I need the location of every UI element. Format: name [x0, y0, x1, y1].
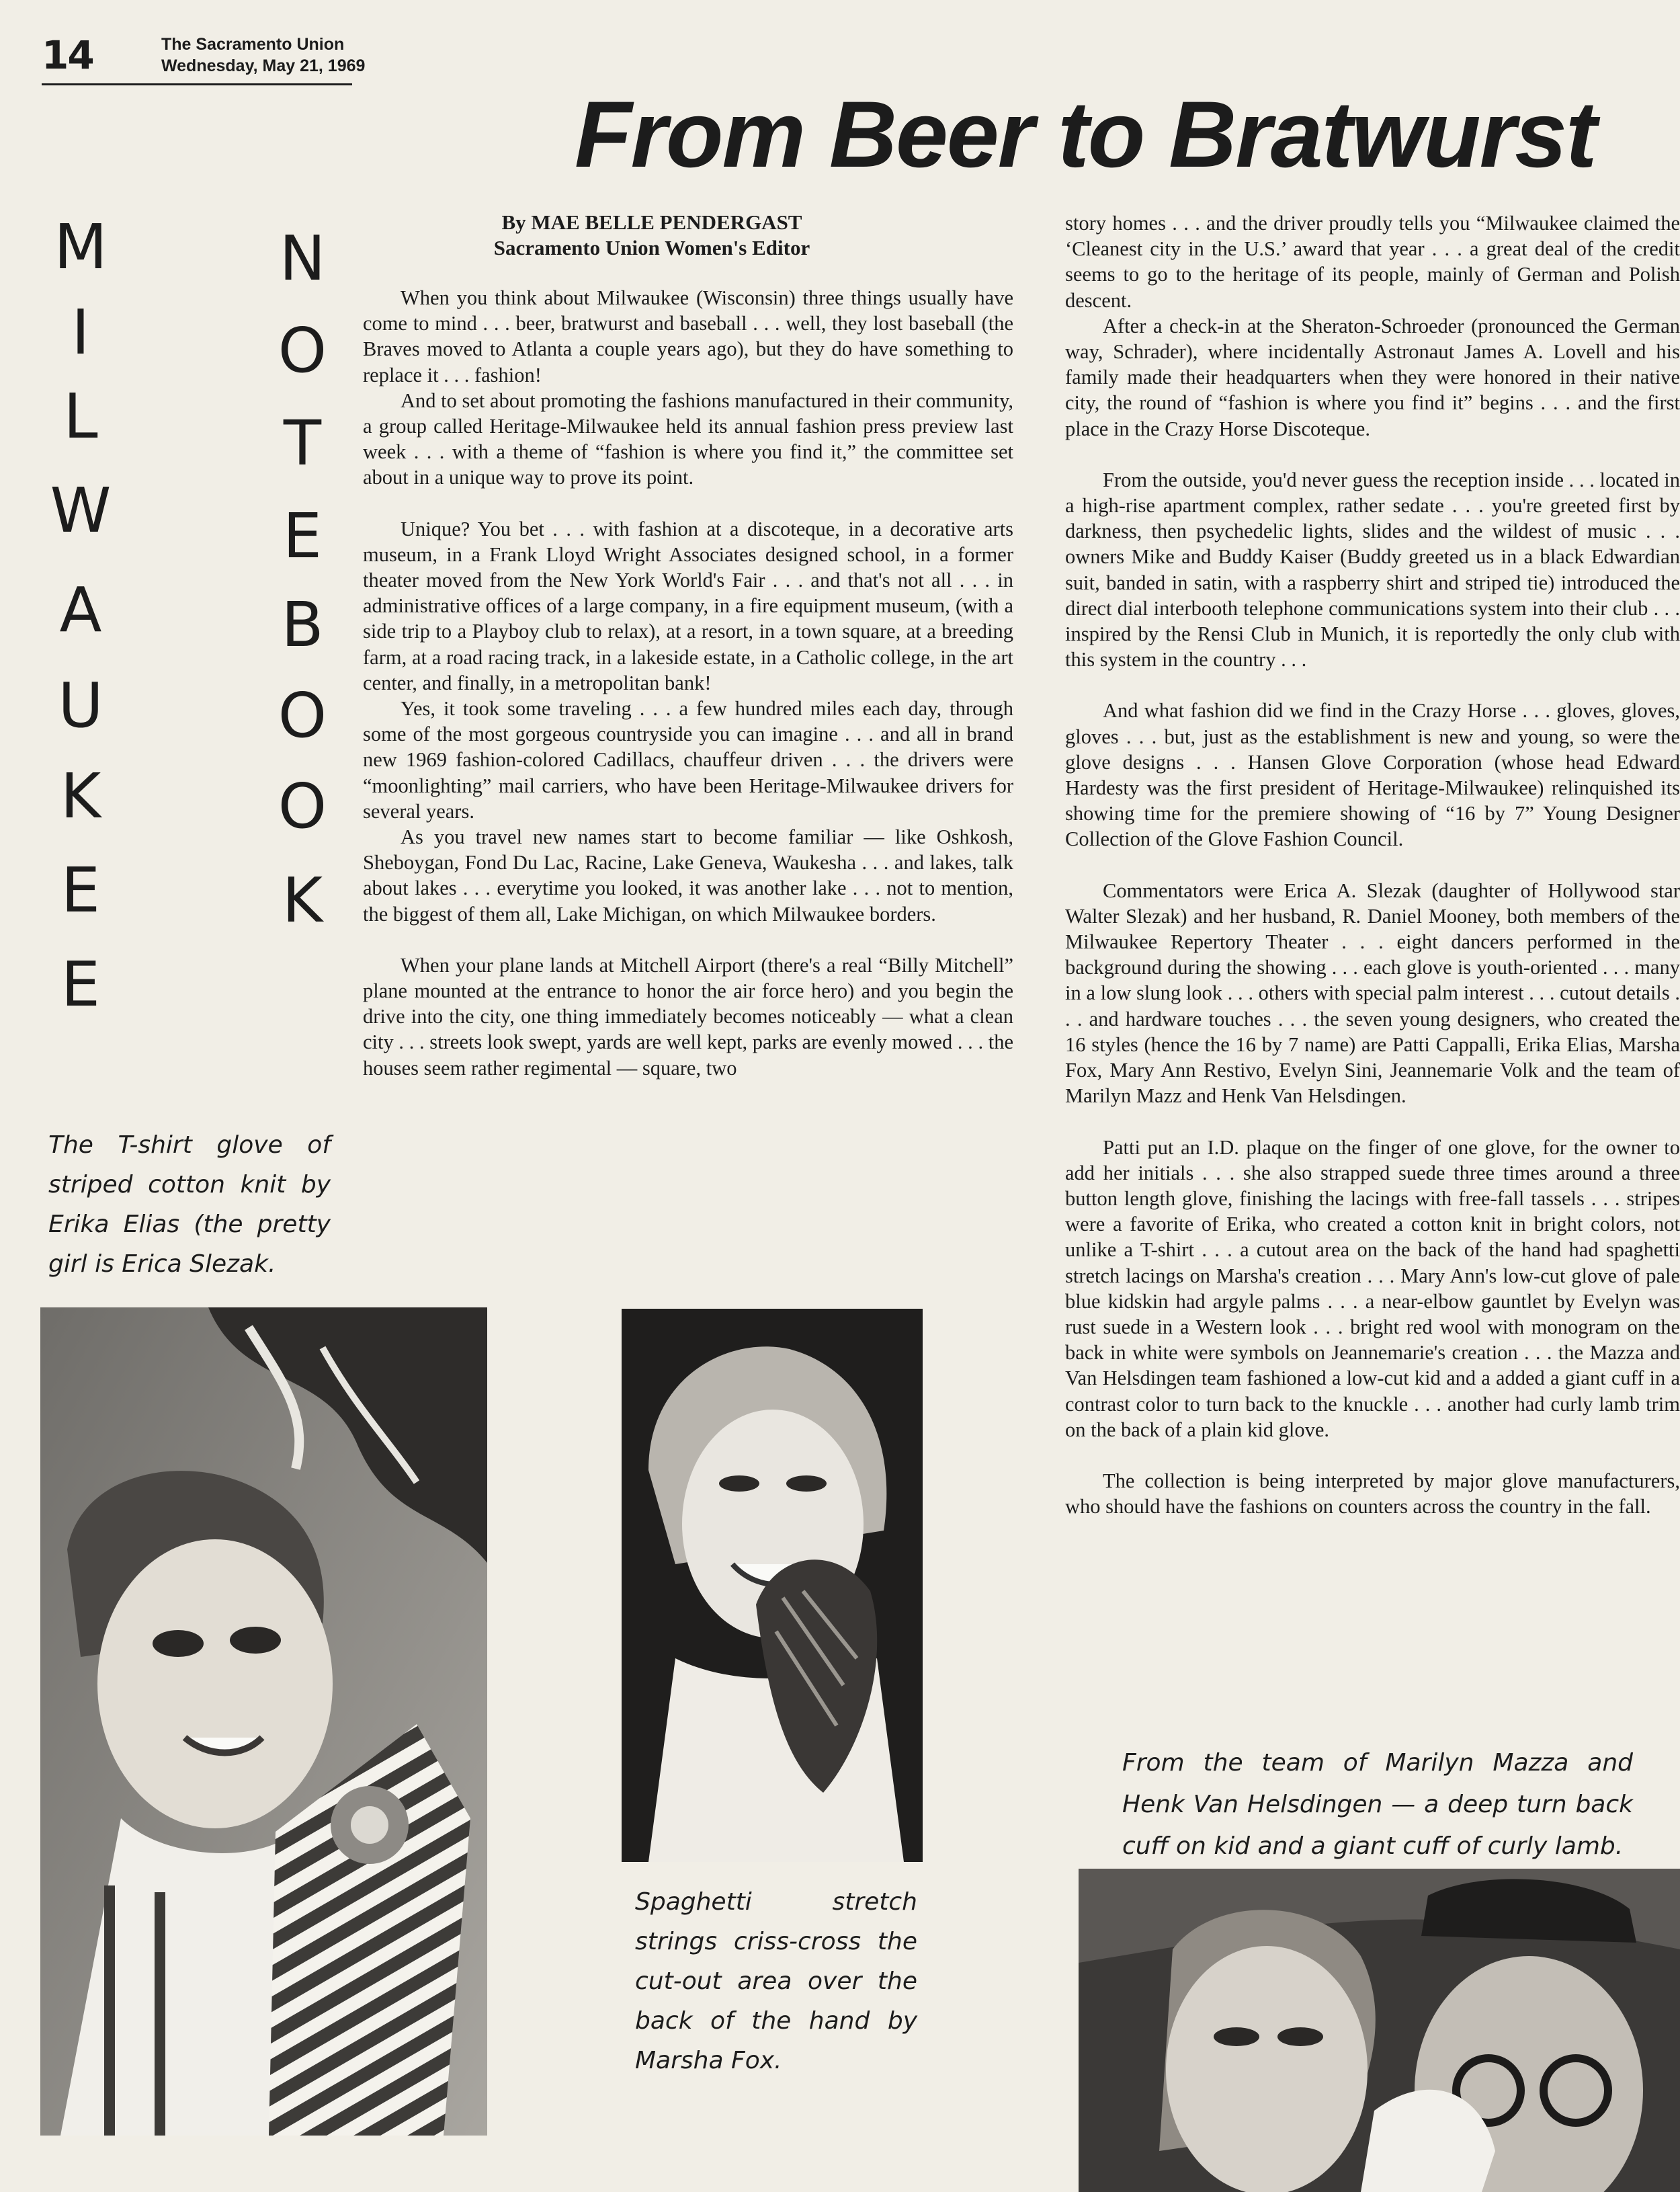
article-paragraph: After a check-in at the Sheraton-Schroeder (pronounced the German way, Schrader), where incidentally Astronaut James A. Lovell and his family made their headquarters when they were honored in their native city, the round of “fashion is where you find it” begins . . . and the first place in the Crazy Horse Discoteque.: [1065, 314, 1680, 440]
sidebar-letter: N: [279, 222, 326, 294]
sidebar-letter: I: [71, 296, 90, 368]
sidebar-letter: M: [54, 211, 108, 283]
article-column-2: [1065, 210, 1680, 1519]
article-paragraph: And to set about promoting the fashions manufactured in their community, a group called Heritage-Milwaukee held its annual fashion press preview last week . . . with a theme of “fashion is where you find it,” the committee set about in a unique way to prove its point.: [363, 389, 1013, 489]
sidebar-letter: A: [59, 574, 102, 646]
masthead: [161, 34, 365, 77]
article-paragraph: As you travel new names start to become familiar — like Oshkosh, Sheboygan, Fond Du Lac, Racine, Lake Geneva, Waukesha . . . and lakes, talk about lakes . . . everytime you looked, it was another lake . . . not to mention, the biggest of them all, Lake Michigan, on which Milwaukee borders.: [363, 825, 1013, 926]
sidebar-letter: O: [278, 315, 327, 387]
byline: [430, 210, 874, 261]
article-paragraph: Commentators were Erica A. Slezak (daughter of Hollywood star Walter Slezak) and her husband, R. Daniel Mooney, both members of the Milwaukee Repertory Theater . . . eight dancers performed in the background during the showing . . . each glove is youth-oriented . . . many in a low slung look . . . others with special palm interest . . . cutout details . . . and hardware touches . . . the seven young designers, who created the 16 styles (hence the 16 by 7 name) are Patti Cappalli, Erika Elias, Marsha Fox, Mary Ann Restivo, Evelyn Sini, Jeannemarie Volk and the team of Marilyn Mazz and Henk Van Helsdingen.: [1065, 879, 1680, 1108]
masthead-rule: [42, 83, 352, 85]
byline-author: By MAE BELLE PENDERGAST: [501, 210, 802, 234]
sidebar-letter: T: [283, 407, 322, 479]
sidebar-letter: B: [281, 589, 324, 661]
page-number: 14: [42, 32, 93, 78]
sidebar-letter: W: [50, 475, 112, 546]
headline: From Beer to Bratwurst: [575, 81, 1596, 187]
photo-striped-glove: [40, 1307, 487, 2136]
article-paragraph: The collection is being interpreted by major glove manufacturers, who should have the fashions on counters across the country in the fall.: [1065, 1469, 1680, 1518]
photo-lamb-cuff: [1079, 1869, 1680, 2192]
photo-spaghetti-glove: [622, 1309, 923, 1862]
sidebar-letter: K: [282, 864, 323, 936]
sidebar-letter: O: [278, 770, 327, 842]
sidebar-letter: E: [60, 854, 101, 926]
sidebar-letter: E: [60, 948, 101, 1020]
article-paragraph: When you think about Milwaukee (Wisconsin) three things usually have come to mind . . . beer, bratwurst and baseball . . . well, they lost baseball (the Braves moved to Atlanta a couple years ago), but they do have something to replace it . . . fashion!: [363, 286, 1013, 387]
sidebar-letter: O: [278, 680, 327, 752]
article-column-1: [363, 285, 1013, 1081]
photo-spaghetti-glove-image: [622, 1309, 923, 1862]
article-paragraph: And what fashion did we find in the Crazy Horse . . . gloves, gloves, gloves . . . but, just as the establishment is new and young, so were the glove designs . . . Hansen Glove Corporation (whose head Edward Hardesty was the first president of Heritage-Milwaukee) relinquished its showing time for the premiere showing of “16 by 7” Young Designer Collection of the Glove Fashion Council.: [1065, 699, 1680, 851]
sidebar-letter: E: [282, 500, 323, 572]
photo-lamb-cuff-image: [1079, 1869, 1680, 2192]
issue-date: Wednesday, May 21, 1969: [161, 56, 366, 75]
byline-title: Sacramento Union Women's Editor: [493, 236, 810, 259]
article-paragraph: story homes . . . and the driver proudly tells you “Milwaukee claimed the ‘Cleanest city in the U.S.’ award that year . . . a great deal of the credit seems to go to the heritage of its people, mainly of German and Polish descent.: [1065, 212, 1680, 312]
article-paragraph: Patti put an I.D. plaque on the finger of one glove, for the owner to add her initials . . . she also strapped suede three times around a three button length glove, finishing the lacings with free-fall tassels . . . stripes were a favorite of Erika, who created a cotton knit in bright colors, not unlike a T-shirt . . . a cutout area on the back of the hand had spaghetti stretch lacings on Marsha's creation . . . Mary Ann's low-cut glove of pale blue kidskin had argyle palms . . . a near-elbow gauntlet by Evelyn was rust suede in a Western look . . . bright red wool with monogram on the back in white were symbols on Jeannemarie's creation . . . the Mazza and Van Helsdingen team fashioned a low-cut kid and a added a giant cuff in a contrast color to turn back to the knuckle . . . another had curly lamb trim on the back of a plain kid glove.: [1065, 1135, 1680, 1441]
sidebar-letter: K: [60, 760, 101, 832]
paper-name: The Sacramento Union: [161, 35, 345, 54]
article-paragraph: Unique? You bet . . . with fashion at a discoteque, in a decorative arts museum, in a Frank Lloyd Wright Associates designed school, in a former theater moved from the New York World's Fair . . . and that's not all . . . in administrative offices of a large company, in a fire equipment museum, (with a side trip to a Playboy club to relax), at a resort, in a town square, at a breeding farm, at a road racing track, in a lakeside estate, in a Catholic college, in the art center, and finally, in a metropolitan bank!: [363, 517, 1013, 694]
photo-caption-spaghetti-glove: Spaghetti stretch strings criss-cross the cut-out area over the back of the hand by Marsha Fox.: [635, 1888, 917, 2074]
photo-caption-lamb-cuff: From the team of Marilyn Mazza and Henk Van Helsdingen — a deep turn back cuff on kid and a giant cuff of curly lamb.: [1122, 1749, 1633, 1860]
article-paragraph: From the outside, you'd never guess the reception inside . . . located in a high-rise apartment complex, rather sedate . . . you're greeted first by darkness, then psychedelic lights, slides and the wildest of music . . . owners Mike and Buddy Kaiser (Buddy greeted us in a black Edwardian suit, banded in satin, with a raspberry shirt and striped tie) introduced the direct dial interbooth telephone communications system into their club . . . inspired by the Rensi Club in Munich, it is reportedly the only club with this system in the country . . .: [1065, 468, 1680, 672]
sidebar-letter: U: [58, 669, 103, 741]
article-paragraph: When your plane lands at Mitchell Airport (there's a real “Billy Mitchell” plane mounted at the entrance to honor the air force hero) and you begin the drive into the city, one thing immediately becomes noticeably — what a clean city . . . streets look swept, yards are well kept, parks are evenly mowed . . . the houses seem rather regimental — square, two: [363, 953, 1013, 1080]
photo-striped-glove-image: [40, 1307, 487, 2136]
photo-caption-striped-glove: The T-shirt glove of striped cotton knit by Erika Elias (the pretty girl is Erica Slezak.: [48, 1131, 331, 1278]
sidebar-letter: L: [63, 380, 98, 452]
article-paragraph: Yes, it took some traveling . . . a few hundred miles each day, through some of the most gorgeous countryside you can imagine . . . and all in brand new 1969 fashion-colored Cadillacs, chauffeur driven . . . the drivers were “moonlighting” mail carriers, who have been Heritage-Milwaukee drivers for several years.: [363, 697, 1013, 823]
